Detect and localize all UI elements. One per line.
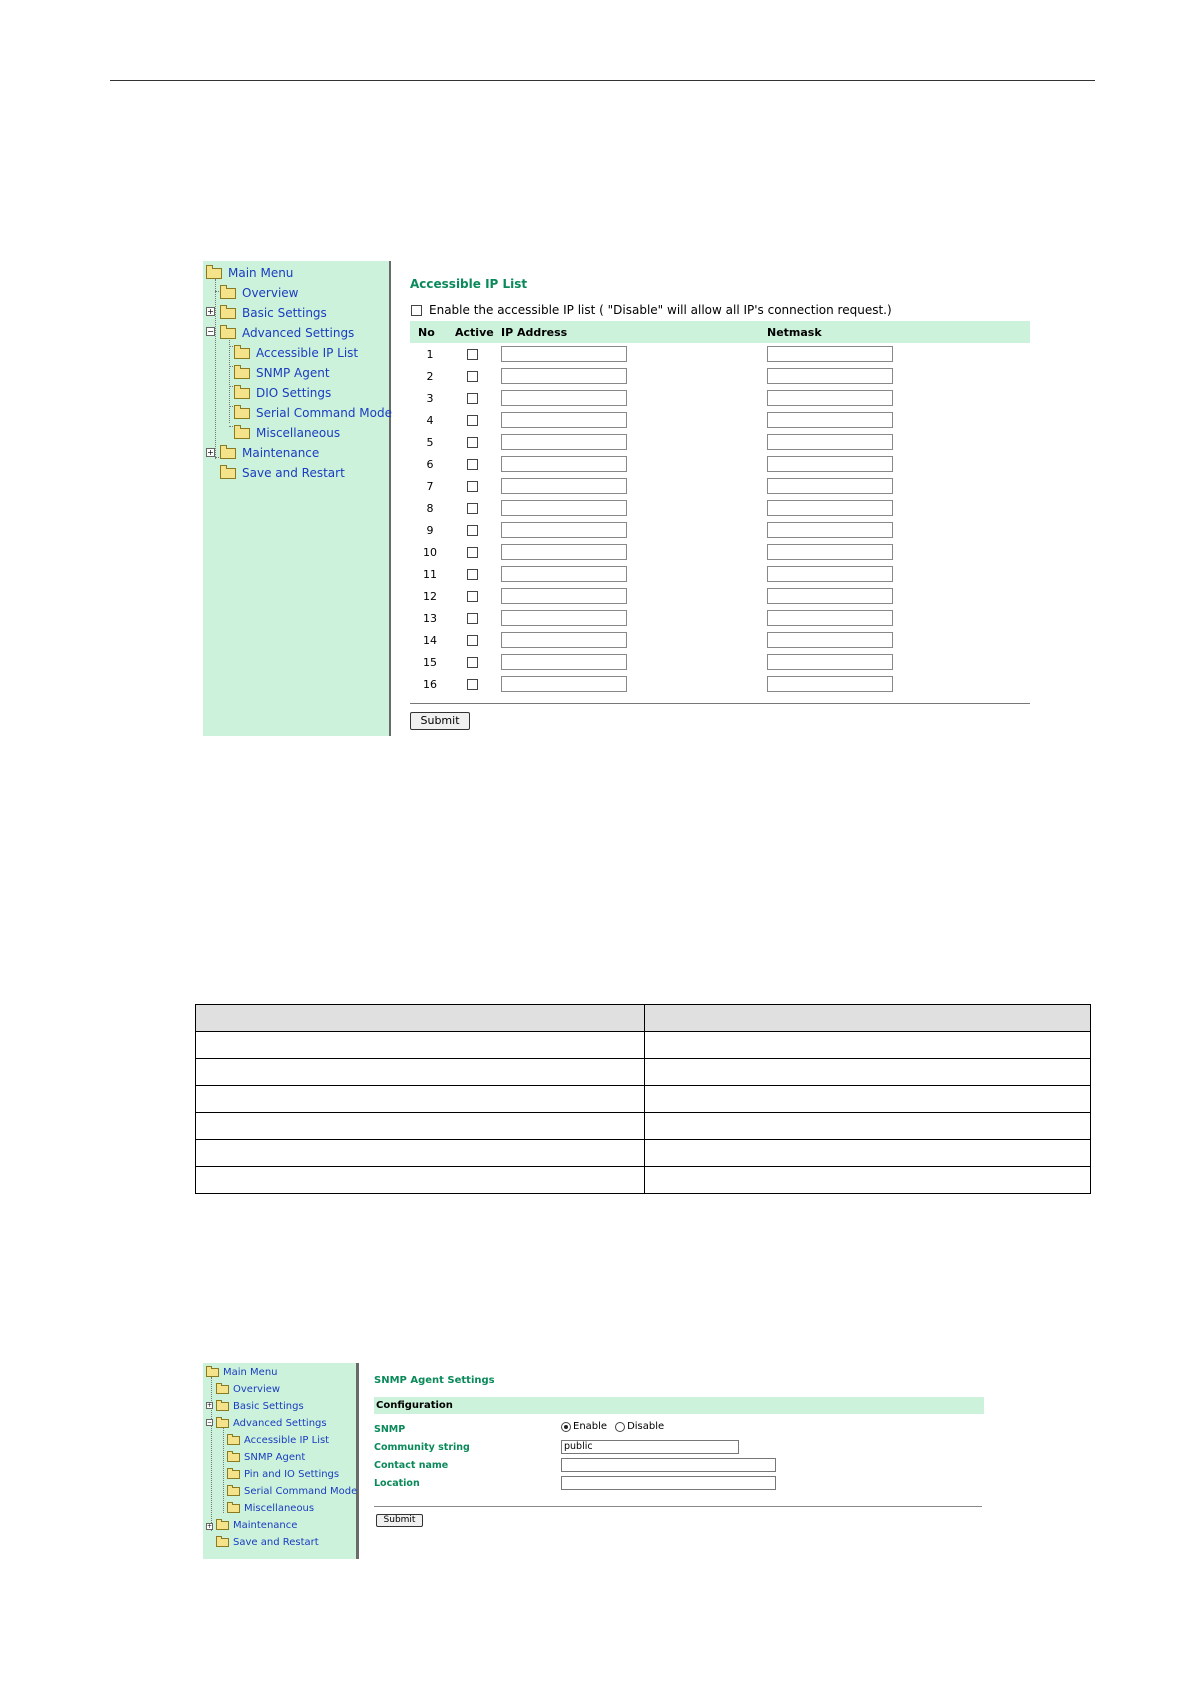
menu-item-basic-settings[interactable]: Basic Settings [216,1399,304,1414]
row-number: 9 [426,524,434,537]
table-row [196,1167,1091,1194]
table-row [196,1059,1091,1086]
divider [410,703,1030,704]
table-row [196,1086,1091,1113]
menu-item-main-menu[interactable]: Main Menu [206,1365,278,1380]
active-checkbox[interactable] [467,349,478,360]
table-row [410,563,1030,585]
collapse-icon[interactable]: − [207,327,214,336]
ip-address-input[interactable] [501,478,627,494]
table-row [410,475,1030,497]
netmask-input[interactable] [767,544,893,560]
divider [374,1506,982,1507]
folder-icon [227,1453,240,1462]
expand-icon[interactable]: + [207,1523,213,1530]
row-number: 11 [423,568,437,581]
accessible-ip-screenshot [203,261,1028,736]
snmp-disable-radio[interactable] [615,1422,625,1432]
netmask-input[interactable] [767,456,893,472]
ip-address-input[interactable] [501,456,627,472]
col-netmask-header: Netmask [767,326,822,339]
table-row [410,629,1030,651]
netmask-input[interactable] [767,412,893,428]
table-header-row [196,1005,1091,1032]
row-number: 5 [426,436,434,449]
row-number: 4 [426,414,434,427]
row-number: 1 [426,348,434,361]
ip-address-input[interactable] [501,544,627,560]
page-top-rule [110,80,1095,81]
netmask-input[interactable] [767,434,893,450]
table-row [410,453,1030,475]
netmask-input[interactable] [767,522,893,538]
location-input[interactable] [561,1476,776,1490]
menu-item-serial-command-mode[interactable]: Serial Command Mode [234,404,392,422]
row-number: 8 [426,502,434,515]
accessible-ip-content [406,261,1028,736]
menu-item-main-menu[interactable]: Main Menu [206,264,293,282]
ip-address-input[interactable] [501,654,627,670]
folder-icon [216,1385,229,1394]
active-checkbox[interactable] [467,679,478,690]
folder-open-icon [206,1368,219,1377]
netmask-input[interactable] [767,500,893,516]
menu-item-serial-command-mode[interactable]: Serial Command Mode [227,1484,357,1499]
row-number: 3 [426,392,434,405]
page-title: Accessible IP List [410,277,528,291]
active-checkbox[interactable] [467,371,478,382]
row-number: 15 [423,656,437,669]
table-header [410,321,1030,343]
ip-address-input[interactable] [501,610,627,626]
table-row [410,387,1030,409]
folder-icon [227,1470,240,1479]
active-checkbox[interactable] [467,547,478,558]
active-checkbox[interactable] [467,569,478,580]
netmask-input[interactable] [767,676,893,692]
enable-ip-list-label: Enable the accessible IP list ( "Disable" will allow all IP's connection request.) [429,303,892,317]
netmask-input[interactable] [767,390,893,406]
main-menu-panel [203,1363,359,1559]
menu-item-snmp-agent[interactable]: SNMP Agent [234,364,330,382]
menu-item-miscellaneous[interactable]: Miscellaneous [234,424,340,442]
active-checkbox[interactable] [467,481,478,492]
ip-address-input[interactable] [501,368,627,384]
folder-icon [234,388,250,399]
row-number: 10 [423,546,437,559]
netmask-input[interactable] [767,478,893,494]
ip-address-input[interactable] [501,522,627,538]
col-no-header: No [418,326,435,339]
row-number: 16 [423,678,437,691]
snmp-agent-content [370,1363,983,1559]
netmask-input[interactable] [767,654,893,670]
folder-icon [220,308,236,319]
table-row [410,651,1030,673]
folder-icon [234,348,250,359]
menu-item-save-and-restart[interactable]: Save and Restart [220,464,345,482]
expand-icon[interactable]: + [207,307,214,316]
netmask-input[interactable] [767,610,893,626]
row-number: 2 [426,370,434,383]
menu-item-advanced-settings[interactable]: Advanced Settings [216,1416,327,1431]
active-checkbox[interactable] [467,415,478,426]
active-checkbox[interactable] [467,503,478,514]
netmask-input[interactable] [767,346,893,362]
table-row [410,585,1030,607]
menu-item-advanced-settings[interactable]: Advanced Settings [220,324,354,342]
table-row [410,519,1030,541]
menu-item-maintenance[interactable]: Maintenance [216,1518,297,1533]
contact-name-label: Contact name [374,1460,449,1471]
configuration-header: Configuration [374,1397,984,1414]
row-number: 13 [423,612,437,625]
submit-button[interactable]: Submit [410,712,470,730]
table-row [196,1032,1091,1059]
menu-item-maintenance[interactable]: Maintenance [220,444,319,462]
ip-address-input[interactable] [501,500,627,516]
active-checkbox[interactable] [467,525,478,536]
table-row [410,497,1030,519]
folder-icon [216,1521,229,1530]
netmask-input[interactable] [767,368,893,384]
community-string-label: Community string [374,1442,470,1453]
active-checkbox[interactable] [467,613,478,624]
folder-icon [234,368,250,379]
menu-item-overview[interactable]: Overview [216,1382,280,1397]
active-checkbox[interactable] [467,657,478,668]
table-row [410,541,1030,563]
snmp-disable-label: Disable [627,1421,665,1432]
table-row [196,1140,1091,1167]
folder-icon [220,448,236,459]
folder-open-icon [216,1419,229,1428]
table-row [410,365,1030,387]
row-number: 12 [423,590,437,603]
ip-address-input[interactable] [501,412,627,428]
menu-item-miscellaneous[interactable]: Miscellaneous [227,1501,314,1516]
enable-ip-list-row [411,303,892,317]
table-row [410,673,1030,695]
netmask-input[interactable] [767,588,893,604]
table-row [410,343,1030,365]
snmp-enable-label: Enable [573,1421,608,1432]
col-active-header: Active [455,326,494,339]
netmask-input[interactable] [767,632,893,648]
ip-address-input[interactable] [501,346,627,362]
folder-icon [220,288,236,299]
table-row [410,409,1030,431]
menu-item-accessible-ip-list[interactable]: Accessible IP List [234,344,358,362]
folder-icon [234,428,250,439]
snmp-enable-radio[interactable] [561,1422,571,1432]
snmp-agent-screenshot [203,1363,983,1559]
row-number: 7 [426,480,434,493]
expand-icon[interactable]: + [207,1402,213,1409]
menu-item-overview[interactable]: Overview [220,284,299,302]
folder-icon [216,1538,229,1547]
folder-icon [227,1487,240,1496]
expand-icon[interactable]: + [207,448,214,457]
folder-icon [234,408,250,419]
menu-item-accessible-ip-list[interactable]: Accessible IP List [227,1433,329,1448]
ip-address-input[interactable] [501,434,627,450]
ip-address-input[interactable] [501,632,627,648]
col-ip-header: IP Address [501,326,568,339]
folder-icon [216,1402,229,1411]
ip-address-input[interactable] [501,588,627,604]
table-row [410,607,1030,629]
folder-icon [220,468,236,479]
menu-item-dio-settings[interactable]: DIO Settings [234,384,331,402]
enable-ip-list-checkbox[interactable] [411,305,422,316]
contact-name-input[interactable] [561,1458,776,1472]
netmask-input[interactable] [767,566,893,582]
collapse-icon[interactable]: − [207,1419,213,1426]
page-title: SNMP Agent Settings [374,1375,495,1386]
snmp-label: SNMP [374,1424,406,1435]
folder-open-icon [206,268,222,279]
folder-icon [227,1504,240,1513]
menu-item-pin-and-io-settings[interactable]: Pin and IO Settings [227,1467,339,1482]
ip-list-table [410,321,1030,695]
table-row [410,431,1030,453]
row-number: 6 [426,458,434,471]
submit-button[interactable]: Submit [376,1514,423,1527]
active-checkbox[interactable] [467,459,478,470]
ip-address-input[interactable] [501,676,627,692]
active-checkbox[interactable] [467,635,478,646]
location-label: Location [374,1478,420,1489]
menu-item-basic-settings[interactable]: Basic Settings [220,304,327,322]
ip-address-input[interactable] [501,390,627,406]
ip-address-input[interactable] [501,566,627,582]
menu-item-snmp-agent[interactable]: SNMP Agent [227,1450,305,1465]
folder-open-icon [220,328,236,339]
table-row [196,1113,1091,1140]
community-string-input[interactable]: public [561,1440,739,1454]
active-checkbox[interactable] [467,437,478,448]
active-checkbox[interactable] [467,591,478,602]
folder-icon [227,1436,240,1445]
main-menu-panel [203,261,391,736]
empty-table [195,1004,1091,1194]
active-checkbox[interactable] [467,393,478,404]
snmp-radio-group [561,1421,664,1432]
row-number: 14 [423,634,437,647]
menu-item-save-and-restart[interactable]: Save and Restart [216,1535,319,1550]
